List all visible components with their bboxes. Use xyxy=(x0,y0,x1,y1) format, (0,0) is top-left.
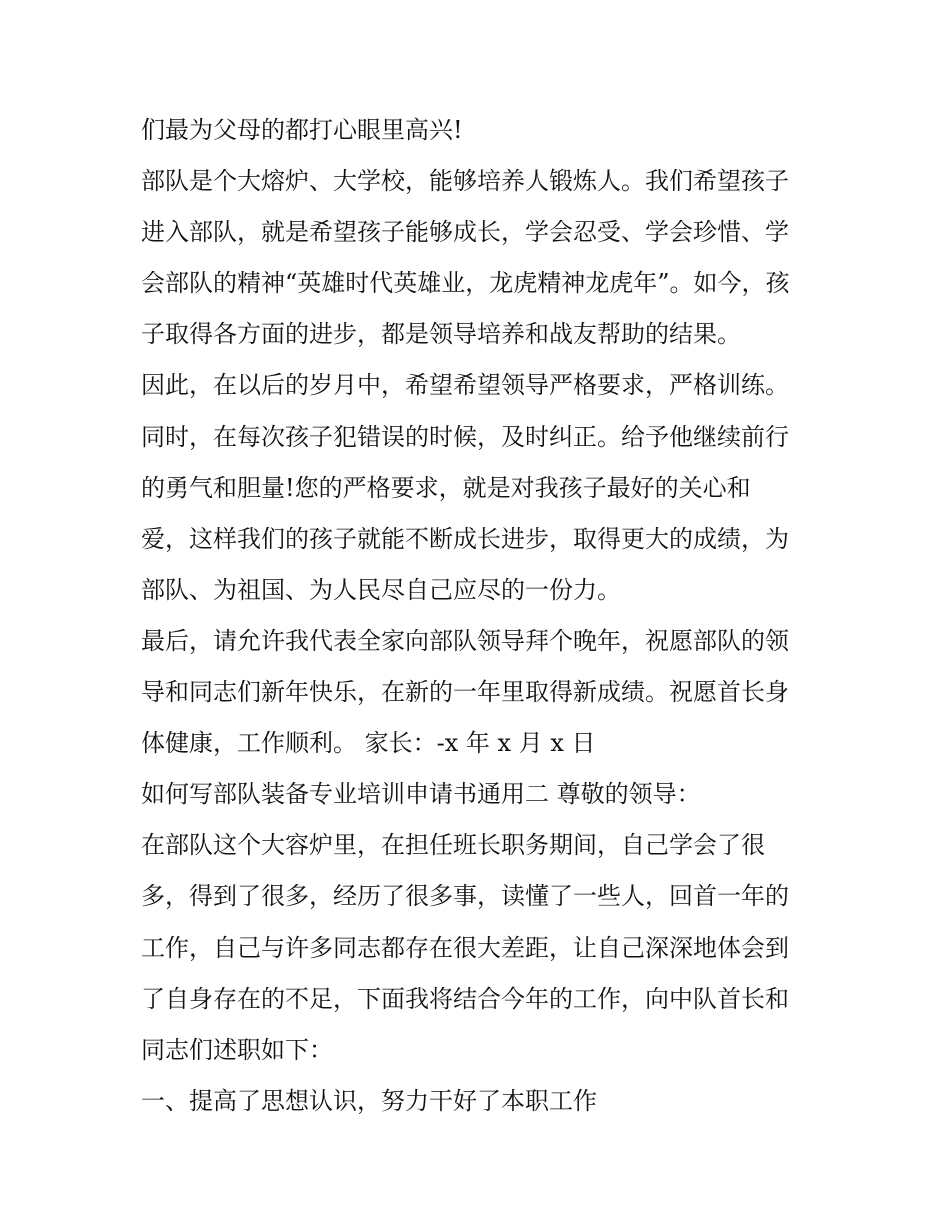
text-line: 体健康，工作顺利。 家长：-x 年 x 月 x 日 xyxy=(141,729,596,758)
text-line: 爱，这样我们的孩子就能不断成长进步，取得更大的成绩，为 xyxy=(141,524,789,553)
subsection-heading: 一、提高了思想认识，努力干好了本职工作 xyxy=(141,1086,597,1115)
text-line: 会部队的精神“英雄时代英雄业，龙虎精神龙虎年”。如今，孩 xyxy=(141,269,790,298)
text-line: 部队、为祖国、为人民尽自己应尽的一份力。 xyxy=(141,575,621,604)
text-line: 多，得到了很多，经历了很多事，读懂了一些人，回首一年的 xyxy=(141,882,789,911)
text-line: 因此，在以后的岁月中，希望希望领导严格要求，严格训练。 xyxy=(141,371,789,400)
section-heading: 如何写部队装备专业培训申请书通用二 尊敬的领导： xyxy=(141,780,701,809)
text-line: 部队是个大熔炉、大学校，能够培养人锻炼人。我们希望孩子 xyxy=(141,167,789,196)
document-body xyxy=(141,110,831,1132)
text-line: 在部队这个大容炉里，在担任班长职务期间，自己学会了很 xyxy=(141,831,765,860)
text-line: 了自身存在的不足，下面我将结合今年的工作，向中队首长和 xyxy=(141,984,789,1013)
text-line: 进入部队，就是希望孩子能够成长，学会忍受、学会珍惜、学 xyxy=(141,218,789,247)
text-line: 工作，自己与许多同志都存在很大差距，让自己深深地体会到 xyxy=(141,933,789,962)
text-line: 的勇气和胆量!您的严格要求，就是对我孩子最好的关心和 xyxy=(141,473,751,502)
text-line: 导和同志们新年快乐，在新的一年里取得新成绩。祝愿首长身 xyxy=(141,678,789,707)
text-line: 最后，请允许我代表全家向部队领导拜个晚年，祝愿部队的领 xyxy=(141,626,789,655)
text-line: 同时，在每次孩子犯错误的时候，及时纠正。给予他继续前行 xyxy=(141,422,789,451)
text-line: 同志们述职如下： xyxy=(141,1035,333,1064)
text-line: 们最为父母的都打心眼里高兴! xyxy=(141,116,463,144)
text-line: 子取得各方面的进步，都是领导培养和战友帮助的结果。 xyxy=(141,320,741,349)
